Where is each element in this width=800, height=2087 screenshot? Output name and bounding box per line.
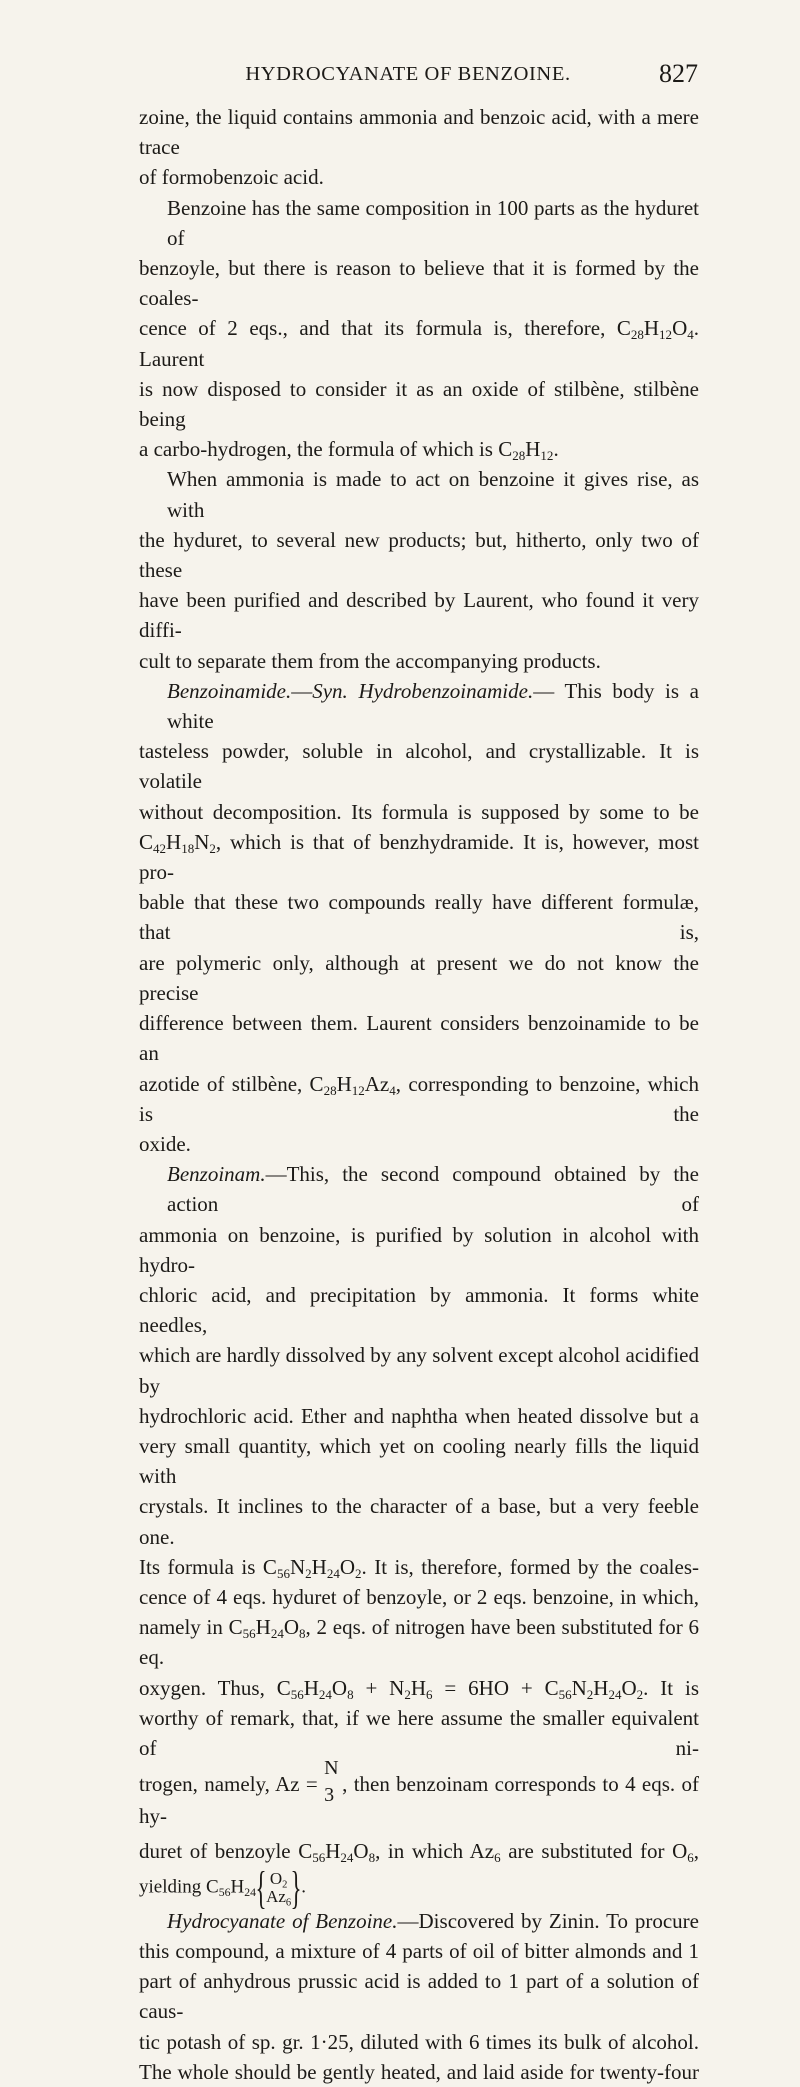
- paragraph-hydrocyanate: [139, 1906, 699, 2087]
- text-line: When ammonia is made to act on benzoine it gives rise, as with: [167, 467, 699, 522]
- text-line: are polymeric only, although at present we do not know the precise: [139, 950, 699, 1005]
- section-title: Hydrocyanate: [167, 1908, 286, 1933]
- fraction: N 3: [324, 1757, 339, 1807]
- text-line: part of anhydrous prussic acid is added to 1 part of a solution of caus-: [139, 1969, 699, 2024]
- text-line: Benzoine has the same composition in 100 parts as the hyduret of: [167, 195, 699, 250]
- text-line: oxygen. Thus, $C_{56}H_{24}O_8 + N_2H_6 = 6HO + C_{56}N_2H_{24}O_2$. It is: [139, 1675, 700, 1702]
- text-line: Benzoinam.—This, the second compound obtained by the action of: [167, 1162, 699, 1217]
- body-text: [139, 102, 699, 2087]
- text-line: have been purified and described by Laurent, who found it very diffi-: [139, 588, 699, 643]
- text-line: $C_{42}H_{18}N_2$, which is that of benzhydramide. It is, however, most pro-: [139, 829, 699, 885]
- text-line: the hyduret, to several new products; but, hitherto, only two of these: [139, 527, 699, 583]
- text-line: tasteless powder, soluble in alcohol, and crystallizable. It is volatile: [139, 739, 699, 794]
- text-line: ammonia on benzoine, is purified by solution in alcohol with hydro-: [139, 1222, 699, 1277]
- text-line: tic potash of sp. gr. 1·25, diluted with 6 times its bulk of alcohol.: [139, 2029, 699, 2054]
- text-line: very small quantity, which yet on cooling nearly fills the liquid with: [139, 1433, 699, 1489]
- text-line: this compound, a mixture of 4 parts of oil of bitter almonds and 1: [139, 1938, 699, 1963]
- text-line: azotide of stilbène, $C_{28}H_{12}Az_4$, corresponding to benzoine, which is the: [139, 1071, 700, 1126]
- page-header: [138, 58, 698, 90]
- paragraph-benzoinamide: [139, 676, 699, 1159]
- braced-formula: { $O_2$ $Az_6$ }: [255, 1861, 302, 1913]
- text-line: trogen, namely, Az = N 3 , then benzoinam corresponds to 4 eqs. of hy-: [139, 1757, 699, 1829]
- text-line: cence of 2 eqs., and that its formula is, therefore, $C_{28}H_{12}O_4$. Laurent: [139, 316, 699, 371]
- text-line: hydrochloric acid. Ether and naphtha when heated dissolve but a: [139, 1403, 699, 1428]
- text-line: which are hardly dissolved by any solvent except alcohol acidified by: [139, 1343, 699, 1398]
- text-line: Its formula is $C_{56}N_2H_{24}O_2$. It is, therefore, formed by the coales-: [139, 1554, 699, 1581]
- text-line: of formobenzoic acid.: [139, 165, 324, 190]
- text-line: bable that these two compounds really have different formulæ, that is,: [139, 890, 699, 945]
- text-line: a carbo-hydrogen, the formula of which is $C_{28}H_{12}$.: [139, 437, 559, 464]
- text-line: cence of 4 eqs. hyduret of benzoyle, or 2 eqs. benzoine, in which,: [139, 1584, 699, 1609]
- text-line: is now disposed to consider it as an oxide of stilbène, stilbène being: [139, 376, 699, 432]
- paragraph-ammonia-action: [139, 464, 699, 675]
- paragraph-continuation: [139, 102, 699, 193]
- text-line: benzoyle, but there is reason to believe that it is formed by the coales-: [139, 256, 699, 311]
- page-number: 827: [659, 59, 698, 88]
- text-line: duret of benzoyle $C_{56}H_{24}O_8$, in which $Az_6$ are substituted for $O_6$,: [139, 1838, 700, 1865]
- section-title: Benzoinam.: [167, 1162, 266, 1187]
- paragraph-benzoinam: [139, 1159, 700, 1913]
- text-line: chloric acid, and precipitation by ammonia. It forms white needles,: [139, 1282, 699, 1338]
- text-line: crystals. It inclines to the character of a base, but a very feeble one.: [139, 1494, 699, 1549]
- running-title: HYDROCYANATE OF BENZOINE.: [245, 63, 571, 85]
- text-line: Hydrocyanate of Benzoine.—Discovered by Zinin. To procure: [167, 1908, 699, 1933]
- paragraph-benzoine-composition: [139, 193, 699, 465]
- text-line: difference between them. Laurent considers benzoinamide to be an: [139, 1011, 699, 1066]
- text-line: The whole should be gently heated, and laid aside for twenty-four: [139, 2059, 699, 2084]
- section-title: Benzoinamide.: [167, 678, 292, 703]
- text-line: worthy of remark, that, if we here assume the smaller equivalent of ni-: [139, 1705, 699, 1760]
- text-line: zoine, the liquid contains ammonia and benzoic acid, with a mere trace: [139, 105, 699, 160]
- text-line: namely in $C_{56}H_{24}O_8$, 2 eqs. of nitrogen have been substituted for 6 eq.: [139, 1615, 700, 1670]
- text-line: yielding $C_{56}H_{24}$ { $O_2$ $Az_6$ } .: [139, 1861, 306, 1913]
- text-line: without decomposition. Its formula is supposed by some to be: [139, 799, 699, 824]
- text-line: oxide.: [139, 1131, 191, 1156]
- text-line: cult to separate them from the accompanying products.: [139, 648, 601, 673]
- text-line: Benzoinamide.—Syn. Hydrobenzoinamide.— This body is a white: [167, 678, 699, 734]
